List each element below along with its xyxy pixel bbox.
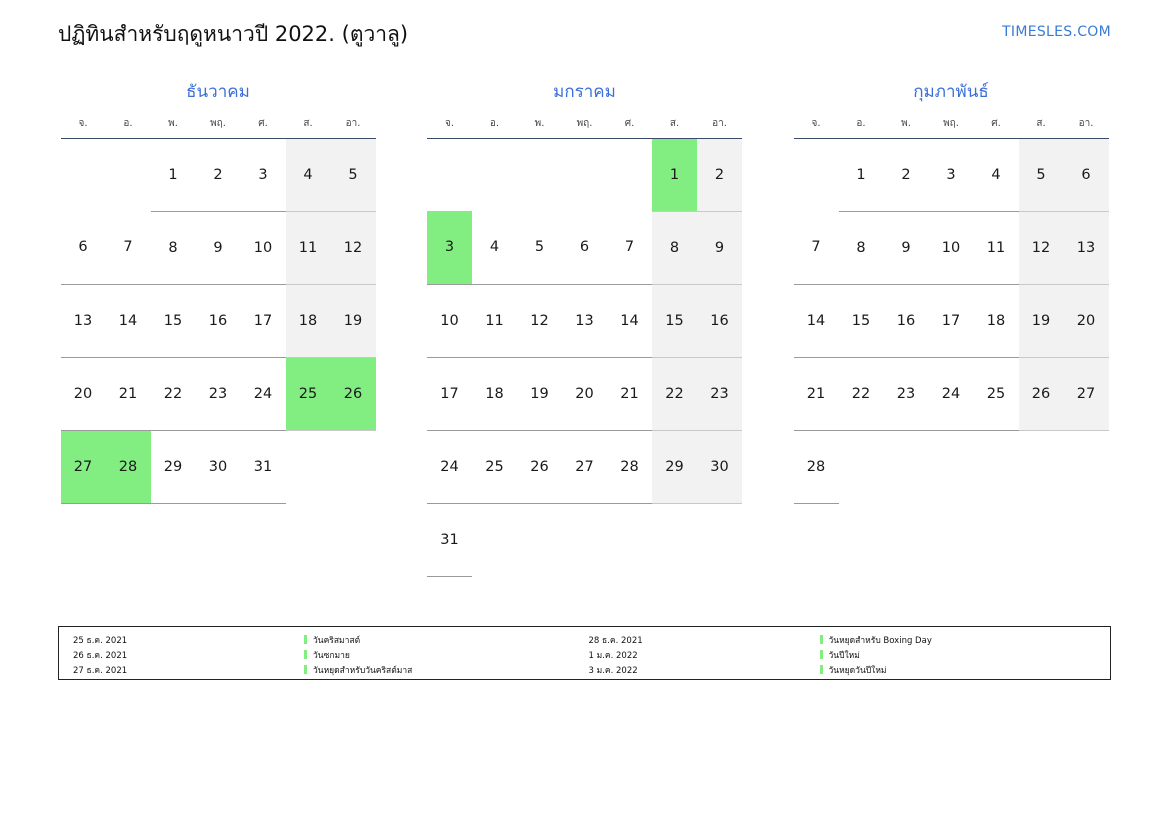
week-row bbox=[427, 284, 742, 357]
day-cell[interactable]: 8 bbox=[151, 211, 196, 284]
day-cell[interactable]: 14 bbox=[607, 284, 652, 357]
day-cell[interactable]: 14 bbox=[106, 284, 151, 357]
empty-cell bbox=[61, 138, 106, 211]
month-name: ธันวาคม bbox=[186, 82, 250, 102]
calendar-table bbox=[794, 114, 1109, 504]
weekday-header: พฤ. bbox=[196, 114, 241, 138]
day-cell[interactable]: 7 bbox=[794, 211, 839, 284]
legend-label: วันซกมาย bbox=[313, 650, 350, 661]
week-row bbox=[427, 357, 742, 430]
empty-cell bbox=[106, 138, 151, 211]
day-cell[interactable]: 1 bbox=[151, 138, 196, 211]
day-cell[interactable]: 19 bbox=[331, 284, 376, 357]
empty-cell bbox=[929, 430, 974, 503]
day-cell[interactable]: 15 bbox=[151, 284, 196, 357]
day-cell[interactable]: 18 bbox=[472, 357, 517, 430]
day-cell[interactable]: 25 bbox=[472, 430, 517, 503]
legend-date: 28 ธ.ค. 2021 bbox=[588, 635, 643, 646]
legend-label: วันหยุดสำหรับวันคริสต์มาส bbox=[313, 665, 413, 676]
legend-item bbox=[69, 648, 585, 661]
day-cell[interactable]: 12 bbox=[331, 211, 376, 284]
legend-item bbox=[585, 633, 1101, 646]
day-cell[interactable]: 5 bbox=[331, 138, 376, 211]
day-cell[interactable]: 26 bbox=[517, 430, 562, 503]
weekday-header: จ. bbox=[794, 114, 839, 138]
legend-color-swatch bbox=[304, 635, 307, 644]
empty-cell bbox=[652, 503, 697, 576]
weekday-header-row bbox=[794, 114, 1109, 138]
day-cell[interactable]: 2 bbox=[196, 138, 241, 211]
week-row bbox=[794, 211, 1109, 284]
day-cell[interactable]: 28 bbox=[607, 430, 652, 503]
legend-color-swatch bbox=[820, 650, 823, 659]
weekday-header: ส. bbox=[1019, 114, 1064, 138]
week-row bbox=[427, 430, 742, 503]
day-cell[interactable]: 22 bbox=[151, 357, 196, 430]
day-cell[interactable]: 27 bbox=[562, 430, 607, 503]
week-row bbox=[427, 503, 742, 576]
week-row bbox=[61, 284, 376, 357]
empty-cell bbox=[1064, 430, 1109, 503]
day-cell[interactable]: 21 bbox=[794, 357, 839, 430]
day-cell[interactable]: 24 bbox=[427, 430, 472, 503]
day-cell[interactable]: 16 bbox=[697, 284, 742, 357]
day-cell[interactable]: 13 bbox=[1064, 211, 1109, 284]
day-cell[interactable]: 20 bbox=[1064, 284, 1109, 357]
day-cell[interactable]: 26 bbox=[331, 357, 376, 430]
week-row bbox=[61, 357, 376, 430]
day-cell[interactable]: 27 bbox=[1064, 357, 1109, 430]
empty-cell bbox=[562, 503, 607, 576]
day-cell[interactable]: 18 bbox=[286, 284, 331, 357]
month-block bbox=[58, 78, 378, 577]
weekday-header: อา. bbox=[331, 114, 376, 138]
page-title: ปฏิทินสำหรับฤดูหนาวปี 2022. (ตูวาลู) bbox=[58, 22, 409, 46]
day-cell[interactable]: 12 bbox=[517, 284, 562, 357]
day-cell[interactable]: 31 bbox=[241, 430, 286, 503]
weekday-header: อา. bbox=[1064, 114, 1109, 138]
day-cell[interactable]: 5 bbox=[1019, 138, 1064, 211]
day-cell[interactable]: 26 bbox=[1019, 357, 1064, 430]
day-cell[interactable]: 21 bbox=[607, 357, 652, 430]
day-cell[interactable]: 2 bbox=[884, 138, 929, 211]
day-cell[interactable]: 2 bbox=[697, 138, 742, 211]
week-row bbox=[61, 138, 376, 211]
weekday-header: พฤ. bbox=[929, 114, 974, 138]
day-cell[interactable]: 13 bbox=[61, 284, 106, 357]
empty-cell bbox=[884, 430, 929, 503]
week-row bbox=[61, 211, 376, 284]
day-cell[interactable]: 3 bbox=[929, 138, 974, 211]
day-cell[interactable]: 21 bbox=[106, 357, 151, 430]
legend-date: 25 ธ.ค. 2021 bbox=[73, 635, 128, 646]
day-cell[interactable]: 11 bbox=[472, 284, 517, 357]
months-container bbox=[58, 78, 1111, 577]
day-cell[interactable]: 24 bbox=[929, 357, 974, 430]
day-cell[interactable]: 6 bbox=[562, 211, 607, 284]
empty-cell bbox=[472, 138, 517, 211]
empty-cell bbox=[427, 138, 472, 211]
legend-color-swatch bbox=[820, 665, 823, 674]
day-cell[interactable]: 4 bbox=[974, 138, 1019, 211]
legend-item bbox=[585, 663, 1101, 676]
legend-label: วันคริสมาสต์ bbox=[313, 635, 361, 646]
legend bbox=[58, 626, 1111, 680]
day-cell[interactable]: 10 bbox=[427, 284, 472, 357]
weekday-header: จ. bbox=[427, 114, 472, 138]
legend-date: 26 ธ.ค. 2021 bbox=[73, 650, 128, 661]
weekday-header: พ. bbox=[517, 114, 562, 138]
weekday-header: พ. bbox=[151, 114, 196, 138]
weekday-header: จ. bbox=[61, 114, 106, 138]
day-cell[interactable]: 4 bbox=[286, 138, 331, 211]
day-cell[interactable]: 1 bbox=[652, 138, 697, 211]
day-cell[interactable]: 19 bbox=[1019, 284, 1064, 357]
day-cell[interactable]: 6 bbox=[61, 211, 106, 284]
day-cell[interactable]: 12 bbox=[1019, 211, 1064, 284]
month-name: มกราคม bbox=[553, 82, 616, 102]
legend-color-swatch bbox=[820, 635, 823, 644]
day-cell[interactable]: 11 bbox=[286, 211, 331, 284]
day-cell[interactable]: 17 bbox=[929, 284, 974, 357]
legend-column-left bbox=[69, 633, 585, 679]
empty-cell bbox=[1019, 430, 1064, 503]
legend-column-right bbox=[585, 633, 1101, 679]
month-name: กุมภาพันธ์ bbox=[913, 82, 989, 102]
week-row bbox=[61, 430, 376, 503]
empty-cell bbox=[607, 503, 652, 576]
weekday-header: อ. bbox=[839, 114, 884, 138]
day-cell[interactable]: 15 bbox=[839, 284, 884, 357]
day-cell[interactable]: 18 bbox=[974, 284, 1019, 357]
day-cell[interactable]: 1 bbox=[839, 138, 884, 211]
day-cell[interactable]: 17 bbox=[241, 284, 286, 357]
day-cell[interactable]: 8 bbox=[652, 211, 697, 284]
day-cell[interactable]: 17 bbox=[427, 357, 472, 430]
day-cell[interactable]: 30 bbox=[697, 430, 742, 503]
day-cell[interactable]: 28 bbox=[106, 430, 151, 503]
empty-cell bbox=[331, 430, 376, 503]
empty-cell bbox=[839, 430, 884, 503]
legend-date: 3 ม.ค. 2022 bbox=[588, 665, 638, 676]
day-cell[interactable]: 25 bbox=[974, 357, 1019, 430]
day-cell[interactable]: 19 bbox=[517, 357, 562, 430]
day-cell[interactable]: 22 bbox=[652, 357, 697, 430]
day-cell[interactable]: 24 bbox=[241, 357, 286, 430]
empty-cell bbox=[286, 430, 331, 503]
weekday-header: ส. bbox=[286, 114, 331, 138]
empty-cell bbox=[562, 138, 607, 211]
empty-cell bbox=[794, 138, 839, 211]
week-row bbox=[794, 357, 1109, 430]
day-cell[interactable]: 7 bbox=[106, 211, 151, 284]
weekday-header: อ. bbox=[106, 114, 151, 138]
legend-label: วันหยุดสำหรับ Boxing Day bbox=[828, 635, 932, 646]
weekday-header: พฤ. bbox=[562, 114, 607, 138]
legend-item bbox=[69, 633, 585, 646]
legend-item bbox=[69, 663, 585, 676]
day-cell[interactable]: 8 bbox=[839, 211, 884, 284]
week-row bbox=[427, 138, 742, 211]
month-block bbox=[791, 78, 1111, 577]
day-cell[interactable]: 16 bbox=[884, 284, 929, 357]
day-cell[interactable]: 5 bbox=[517, 211, 562, 284]
day-cell[interactable]: 13 bbox=[562, 284, 607, 357]
day-cell[interactable]: 29 bbox=[652, 430, 697, 503]
day-cell[interactable]: 10 bbox=[241, 211, 286, 284]
day-cell[interactable]: 20 bbox=[562, 357, 607, 430]
day-cell[interactable]: 10 bbox=[929, 211, 974, 284]
calendar-table bbox=[61, 114, 376, 504]
week-row bbox=[794, 284, 1109, 357]
weekday-header: พ. bbox=[884, 114, 929, 138]
weekday-header: ศ. bbox=[974, 114, 1019, 138]
legend-date: 1 ม.ค. 2022 bbox=[588, 650, 638, 661]
legend-label: วันหยุดวันปีใหม่ bbox=[828, 665, 887, 676]
day-cell[interactable]: 23 bbox=[697, 357, 742, 430]
calendar-table bbox=[427, 114, 742, 577]
day-cell[interactable]: 7 bbox=[607, 211, 652, 284]
weekday-header: ส. bbox=[652, 114, 697, 138]
day-cell[interactable]: 11 bbox=[974, 211, 1019, 284]
day-cell[interactable]: 14 bbox=[794, 284, 839, 357]
legend-color-swatch bbox=[304, 665, 307, 674]
weekday-header: ศ. bbox=[607, 114, 652, 138]
weekday-header-row bbox=[427, 114, 742, 138]
empty-cell bbox=[974, 430, 1019, 503]
day-cell[interactable]: 25 bbox=[286, 357, 331, 430]
week-row bbox=[794, 430, 1109, 503]
day-cell[interactable]: 9 bbox=[884, 211, 929, 284]
day-cell[interactable]: 20 bbox=[61, 357, 106, 430]
legend-item bbox=[585, 648, 1101, 661]
empty-cell bbox=[697, 503, 742, 576]
weekday-header: ศ. bbox=[241, 114, 286, 138]
day-cell[interactable]: 23 bbox=[196, 357, 241, 430]
month-block bbox=[425, 78, 745, 577]
legend-color-swatch bbox=[304, 650, 307, 659]
day-cell[interactable]: 9 bbox=[196, 211, 241, 284]
day-cell[interactable]: 31 bbox=[427, 503, 472, 576]
week-row bbox=[427, 211, 742, 284]
day-cell[interactable]: 23 bbox=[884, 357, 929, 430]
day-cell[interactable]: 3 bbox=[427, 211, 472, 284]
day-cell[interactable]: 22 bbox=[839, 357, 884, 430]
empty-cell bbox=[472, 503, 517, 576]
brand-link[interactable]: TIMESLES.COM bbox=[1002, 24, 1111, 40]
day-cell[interactable]: 15 bbox=[652, 284, 697, 357]
weekday-header: อา. bbox=[697, 114, 742, 138]
empty-cell bbox=[607, 138, 652, 211]
empty-cell bbox=[517, 138, 562, 211]
day-cell[interactable]: 9 bbox=[697, 211, 742, 284]
day-cell[interactable]: 30 bbox=[196, 430, 241, 503]
day-cell[interactable]: 6 bbox=[1064, 138, 1109, 211]
legend-date: 27 ธ.ค. 2021 bbox=[73, 665, 128, 676]
day-cell[interactable]: 4 bbox=[472, 211, 517, 284]
weekday-header: อ. bbox=[472, 114, 517, 138]
day-cell[interactable]: 28 bbox=[794, 430, 839, 503]
day-cell[interactable]: 29 bbox=[151, 430, 196, 503]
weekday-header-row bbox=[61, 114, 376, 138]
empty-cell bbox=[517, 503, 562, 576]
day-cell[interactable]: 27 bbox=[61, 430, 106, 503]
week-row bbox=[794, 138, 1109, 211]
day-cell[interactable]: 3 bbox=[241, 138, 286, 211]
legend-label: วันปีใหม่ bbox=[828, 650, 860, 661]
day-cell[interactable]: 16 bbox=[196, 284, 241, 357]
